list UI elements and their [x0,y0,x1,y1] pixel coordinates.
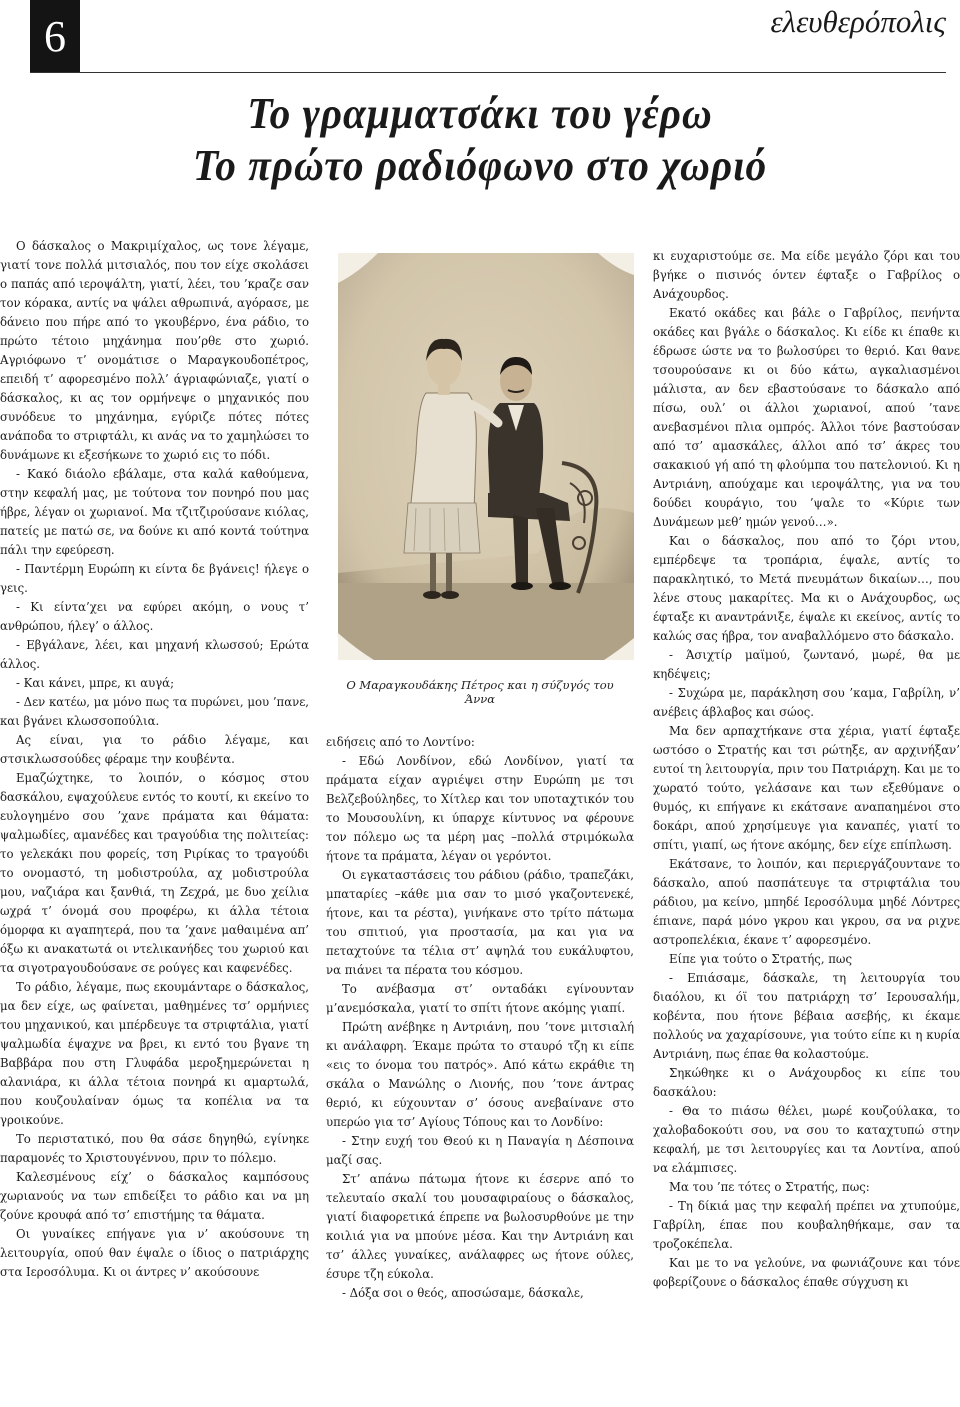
article-column-right [653,247,960,1405]
paragraph: Μα του ’πε τότες ο Στρατής, πως: [669,1180,870,1194]
paragraph: - Δόξα σοι ο θεός, αποσώσαμε, δάσκαλε, [342,1286,584,1300]
paragraph: Εκατό οκάδες και βάλε ο Γαβρίλος, πενήντα οκάδες και βγάλε ο δάσκαλος. Κι είδε κι έπαθε κι έδρωσε ώστε να το βωλοσύρει το θεριό. Και θανε τσουρούσανε κι οι δύο κάτω, αγκαλιασμένοι μάλιστα, αν δεν εβαστούσανε το δάσκαλο από πίσω, ουλ’ οι άλλοι χωριανοί, απού ’τανε ανεβασμένοι πλια ομπρός. Άλλοι τόνε βαστούσαν από τσ’ αμασκάλες, άλλοι από τσ’ άκρες του σακακιού γή από τη φλούμπα του πατελονιού. Κι η Αντριάνη, απούχαμε και ιεροψάλτης, για να του δούδει κουράγιο, του ’ψαλε το «Κύριε των Δυνάμεων μεθ’ ημών γενού…». [653,306,960,529]
header-rule [30,72,946,73]
photo-illustration [338,253,634,660]
section-title: ελευθερόπολις [770,4,946,39]
paragraph: Εμαζώχτηκε, το λοιπόν, ο κόσμος στου δασκάλου, εψαχούλευε εντός το κουτί, κι εκείνο το ευλογημένο σου ’χανε πράματα και θάματα: ψαλμωδίες, αμανέδες και τραγούδια της πολιτείας: το γελεκάκι που φορείς, τση Ριρίκας το τραγούδι το ονομαστό, τη μοδιστρούλα, αχ μοδιστρούλα μου, ναζιάρα και ξανθιά, τη Ζεχρά, με δυο χείλια ωχρά τ’ όνομά σου προφέρω, κι άλλα τέτοια όμορφα κι αγαπητερά, που τα ’χανε μαθαιμένα απ’ όξω κι ανακατωτά οι ντελικανήδες του χωριού και τα σιγοτραγουδούσανε σε ρούγες και καφενέδες. [0,771,309,975]
paragraph: - Κακό διάολο εβάλαμε, στα καλά καθούμενα, στην κεφαλή μας, με τούτονα τον πονηρό που μας ήβρε, λέγαν οι χωριανοί. Μα τζιτζιρούσανε κιόλας, πατείς με πατώ σε, να δούνε κι από κοντά τούτηνα πάλι την εφεύρεση. [0,467,309,557]
paragraph: - Και κάνει, μπρε, κι αυγά; [16,676,175,690]
paragraph: Είπε για τούτο ο Στρατής, πως [669,952,853,966]
paragraph: - Άσιχτίρ μαϊμού, ζωντανό, μωρέ, θα με κηδέψεις; [653,648,960,681]
paragraph: Το ανέβασμα στ’ ονταδάκι εγίνουνταν μ’ανεμόσκαλα, γιατί το σπίτι ήτονε ακόμης γιαπί. [326,982,634,1015]
paragraph: - Συχώρα με, παράκληση σου ’καμα, Γαβρίλη, ν’ ανέβεις άβλαβος και σώος. [653,686,960,719]
paragraph: Και με το να γελούνε, να φωνιάζουνε και τόνε φοβερίζουνε ο δάσκαλος έπαθε σύγχυση κι [653,1256,960,1289]
paragraph: - Κι είντα’χει να εφύρει ακόμη, ο νους τ’ ανθρώπου, ήλεγ’ ο άλλος. [0,600,309,633]
paragraph: Καλεσμένους είχ’ ο δάσκαλος καμπόσους χωριανούς να των επιδείξει το ράδιο και να μη ζούνε κρουφά από τσ’ επιστήμης τα θάματα. [0,1170,309,1222]
paragraph: - Επιάσαμε, δάσκαλε, τη λειτουργία του διαόλου, κι όϊ του πατριάρχη τσ’ Ιερουσαλήμ, κοβέντα, που ήτονε βέβαια ασεβής, κι έκαμε πολλούς να χαχαρίσουνε, για τούτο είπε κι η κυρία Αντριάνη, πως έπαε θα κολαστούμε. [653,971,960,1061]
paragraph: - Θα το πιάσω θέλει, μωρέ κουζούλακα, το χαλοβαδοκούτι σου, να σου το καταχτυπώ στην κεφαλή, με τσι λειτουργίες και τα Λοντίνα, απού να ελάμπισες. [653,1104,960,1175]
paragraph: Και ο δάσκαλος, που από το ζόρι ντου, εμπέρδεψε τα τροπάρια, έψαλε, αντίς το παρακλητικό, το Μετά πνευμάτων δικαίων…, που λένε στους μακαρίτες. Μα κι ο Ανάχουρδος, ως έφταξε κι αναντράνιξε, έψαλε κι εκείνος, αντίς το καλώς σας ήβρα, τον αναβαλλόμενο στο δάσκαλο. [653,534,960,643]
photo-caption: Ο Μαραγκουδάκης Πέτρος και η σύζυγός του Άννα [346,678,614,706]
headline-line-2: Το πρώτο ραδιόφωνο στο χωριό [192,141,768,190]
paragraph: Σηκώθηκε κι ο Ανάχουρδος κι είπε του δασκάλου: [653,1066,960,1099]
paragraph: - Εδώ Λονδίνον, εδώ Λονδίνον, γιατί τα πράματα είχαν αγριέψει στην Ευρώπη με τσι Βελζεβούληδες, το Χίτλερ και τον υποταχτικόν του το Μουσουλίνη, κι ύπαρχε κίντυνος να φέρουνε τον πόλεμο ως τα μέρη μας –πολλά στριμόκωλα ήτονε τα πράματα, λέγαν οι γερόντοι. [326,754,634,863]
paragraph: Οι εγκαταστάσεις του ράδιου (ράδιο, τραπεζάκι, μπαταρίες –κάθε μια σαν το μισό γκαζοντενεκέ, ήτονε, και τα ρέστα), γινήκανε στο τρίτο πάτωμα του σπιτιού, για προστασία, μα και για να πεταχτούνε τα τέλια στ’ αψηλά του ευκάλυφτου, να πιάνει τα πέρατα του κόσμου. [326,868,634,977]
vintage-couple-photo [338,253,634,660]
paragraph: Ο δάσκαλος ο Μακριμίχαλος, ως τονε λέγαμε, γιατί τονε πολλά μιτσιαλός, που τον είχε σκολάσει ο παπάς από ιεροψάλτη, γιατί, λέει, του ’κραζε σαν τον κόρακα, αντίς να ψάλει αθρωπινά, αγόρασε, με δάνειο που πήρε από το γκουβέρνο, ένα ράδιο, το πρώτο τέτοιο μηχάνημα που’ρθε στο χωριό. Αγριόφωνο τ’ ονομάτισε ο Μαραγκουδοπέτρος, επειδή τ’ αφορεσμένο πολλ’ άγριαφώνιαζε, γιατί ο δάσκαλος, κι ας τον ορμήνεψε ο μηχανικός που συνόδευε το μηχάνημα, εγύριζε πότες πότες ανάποδα το στριφτάλι, κι ανάς να το χαμηλώσει το δυνάμωνε κι εξεσήκωνε το χωριό εις το πόδι. [0,239,309,462]
article-column-left [0,237,309,1403]
paragraph: κι ευχαριστούμε σε. Μα είδε μεγάλο ζόρι και του βγήκε ο πισινός όντεν έφταξε ο Γαβρίλος ο Ανάχουρδος. [653,249,960,301]
paragraph: - Δεν κατέω, μα μόνο πως τα πυρώνει, μου ’πανε, και βγάνει κλωσσοπούλια. [0,695,309,728]
paragraph: Το περιστατικό, που θα σάσε δηγηθώ, εγίνηκε παραμονές το Χριστουγέννου, πριν το πόλεμο. [0,1132,309,1165]
paragraph: Ας είναι, για το ράδιο λέγαμε, και στσικλωσσούδες φέραμε την κουβέντα. [0,733,309,766]
paragraph: Το ράδιο, λέγαμε, πως εκουμάνταρε ο δάσκαλος, μα δεν είχε, ως φαίνεται, μαθημένες τσ’ ορμήνιες του μηχανικού, και μπέρδευγε τα στριφτάλια, γιατί ψαλμωδία έψαχνε να βρει, κι εντό του βγανε τη Βαββάρα που στη Γλυφάδα μεροξημερώνεται η αλανιάρα, κι άλλα τέτοια πονηρά κι αμαρτωλά, που κουζουλαίναν όμως τα κοπέλια να τα γροικούνε. [0,980,309,1127]
paragraph: - Στην ευχή του Θεού κι η Παναγία η Δέσποινα μαζί σας. [326,1134,634,1167]
paragraph: Οι γυναίκες επήγανε για ν’ ακούσουνε τη λειτουργία, οπού θαν έψαλε ο ίδιος ο πατριάρχης στα Ιεροσόλυμα. Κι οι άντρες ν’ ακούσουνε [0,1227,309,1279]
paragraph: Πρώτη ανέβηκε η Αντριάνη, που ’τονε μιτσιαλή κι ανάλαφρη. Έκαμε πρώτα το σταυρό τζη κι είπε «εις το όνομα του πατρός». Από κάτω εκράθιε τη σκάλα ο Μανώλης ο Λιονής, που ’τονε άντρας θεριό, κι εύχουνταν σ’ όσους ανεβαίνανε στο υπερώο για τσ’ Αγίους Τόπους και το Λονδίνο: [326,1020,634,1129]
page-number: 6 [30,0,80,72]
paragraph: Εκάτσανε, το λοιπόν, και περιεργάζουντανε το δάσκαλο, απού πασπάτευγε τα στριφτάλια του ράδιου, μα κείνο, μπηδέ Ιεροσόλυμα μηδέ Λόντρες έπιανε, παρά μόνο γκρου και γκρου, σα να ριχνε αστροπελέκια, έκανε τ’ αφορεσμένο. [653,857,960,947]
paragraph: - Εβγάλανε, λέει, και μηχανή κλωσσού; Ερώτα άλλος. [0,638,309,671]
paragraph: Μα δεν αρπαχτήκανε στα χέρια, γιατί έφταξε ωστόσο ο Στρατής και τσι ρώτηξε, αν αρχινήξαν’ ευτοί τη λειτουργία, πριν του Πατριάρχη. Και με το χωρατό τούτο, γελάσανε και των εξεθύμανε ο θυμός, κι επήγανε κι εκάτσανε αναπαημένοι στο δοκάρι, απού χρησίμευγε για καναπές, γιατί το σπίτι, γιαπί, ως ήτονε ακόμης, δεν είχε επίπλωση. [653,724,960,852]
paragraph: Στ’ απάνω πάτωμα ήτονε κι έσερνε από το τελευταίο σκαλί του μουσαφιραίους ο δάσκαλος, γιατί διαφορετικά έπρεπε να βωλοσυρθούνε με την κοιλιά για να μπούνε μέσα. Και την Αντριάνη και τσ’ άλλες γυναίκες, ανάλαφρες ως ήτονε ούλες, έσυρε τζη εύκολα. [326,1172,634,1281]
headline-line-1: Το γραμματσάκι του γέρω [247,89,713,138]
paragraph: - Τη δίκιά μας την κεφαλή πρέπει να χτυπούμε, Γαβρίλη, έπαε που κουβαληθήκαμε, σαν τα τροζοκέπελα. [653,1199,960,1251]
article-column-middle [326,733,634,1405]
paragraph: ειδήσεις από το Λοντίνο: [326,735,475,749]
paragraph: - Παντέρμη Ευρώπη κι είντα δε βγάνεις! ήλεγε ο γεις. [0,562,309,595]
